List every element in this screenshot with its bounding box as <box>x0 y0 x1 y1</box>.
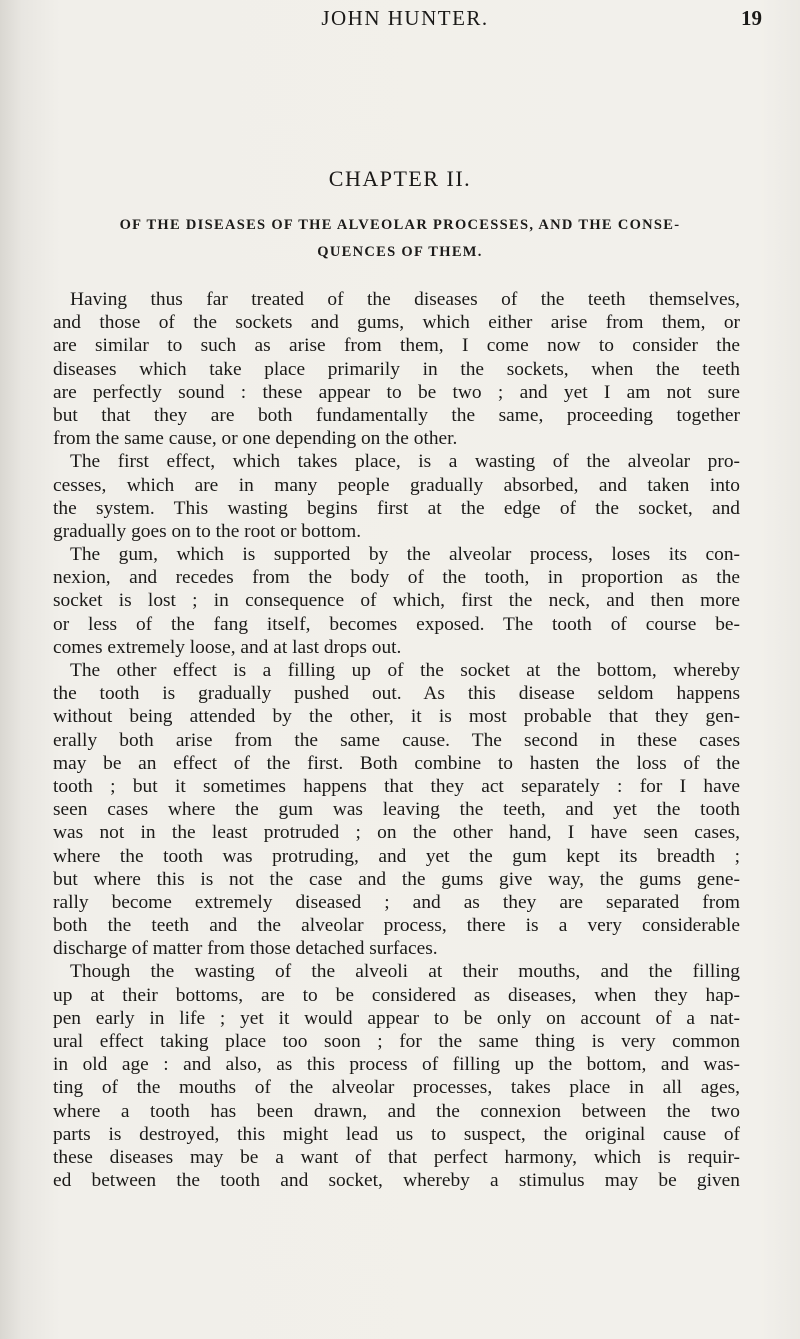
text-line: up at their bottoms, are to be considered as diseases, when they hap- <box>53 984 740 1006</box>
text-line: are perfectly sound : these appear to be two ; and yet I am not sure <box>53 381 740 403</box>
text-line: socket is lost ; in consequence of which, first the neck, and then more <box>53 590 740 612</box>
text-line: are similar to such as arise from them, I come now to consider the <box>53 335 740 357</box>
running-head-title: JOHN HUNTER. <box>321 6 489 30</box>
text-line: was not in the least protruded ; on the other hand, I have seen cases, <box>53 822 740 844</box>
text-line: where a tooth has been drawn, and the connexion between the two <box>53 1100 740 1122</box>
text-line: but that they are both fundamentally the same, proceeding together <box>53 404 740 426</box>
text-line: ting of the mouths of the alveolar processes, takes place in all ages, <box>53 1077 740 1099</box>
text-line: erally both arise from the same cause. The second in these cases <box>53 729 740 751</box>
text-line: without being attended by the other, it is most probable that they gen- <box>53 706 740 728</box>
text-line: gradually goes on to the root or bottom. <box>53 520 362 542</box>
text-line: the system. This wasting begins first at the edge of the socket, and <box>53 497 740 519</box>
chapter-subtitle-line-2: QUENCES OF THEM. <box>317 244 483 260</box>
text-line: discharge of matter from those detached surfaces. <box>53 938 438 960</box>
text-line: from the same cause, or one depending on the other. <box>53 428 458 450</box>
text-line: Having thus far treated of the diseases of the teeth themselves, <box>70 289 740 310</box>
text-line: tooth ; but it sometimes happens that they act separately : for I have <box>53 775 740 797</box>
text-line: The first effect, which takes place, is a wasting of the alveolar pro- <box>70 451 740 473</box>
chapter-heading: CHAPTER II. <box>328 166 472 191</box>
text-line: and those of the sockets and gums, which either arise from them, or <box>53 312 740 334</box>
text-line: pen early in life ; yet it would appear to be only on account of a nat- <box>53 1007 740 1029</box>
text-line: both the teeth and the alveolar process, there is a very considerable <box>53 915 740 937</box>
text-line: The other effect is a filling up of the socket at the bottom, whereby <box>70 660 740 681</box>
chapter-subtitle <box>50 212 750 266</box>
text-line: or less of the fang itself, becomes exposed. The tooth of course be- <box>53 613 740 635</box>
text-line: the tooth is gradually pushed out. As this disease seldom happens <box>53 683 740 705</box>
text-line: comes extremely loose, and at last drops out. <box>53 636 402 658</box>
text-line: these diseases may be a want of that perfect harmony, which is requir- <box>53 1146 740 1168</box>
text-line: nexion, and recedes from the body of the tooth, in proportion as the <box>53 567 740 589</box>
text-line: Though the wasting of the alveoli at their mouths, and the filling <box>70 961 740 983</box>
text-line: but where this is not the case and the gums give way, the gums gene- <box>53 868 740 890</box>
running-head <box>0 6 800 36</box>
text-line: may be an effect of the first. Both combine to hasten the loss of the <box>53 752 740 774</box>
text-line: The gum, which is supported by the alveolar process, loses its con- <box>70 544 740 566</box>
text-line: where the tooth was protruding, and yet the gum kept its breadth ; <box>53 845 740 867</box>
page-number: 19 <box>741 6 762 30</box>
text-line: parts is destroyed, this might lead us to suspect, the original cause of <box>53 1123 740 1145</box>
text-line: ural effect taking place too soon ; for the same thing is very common <box>53 1031 740 1052</box>
text-line: rally become extremely diseased ; and as they are separated from <box>53 891 740 913</box>
body-text <box>53 288 740 1192</box>
text-line: seen cases where the gum was leaving the teeth, and yet the tooth <box>53 799 740 821</box>
text-line: ed between the tooth and socket, whereby a stimulus may be given <box>53 1170 740 1192</box>
text-line: diseases which take place primarily in the sockets, when the teeth <box>53 358 740 380</box>
text-line: cesses, which are in many people gradually absorbed, and taken into <box>53 474 740 496</box>
chapter-subtitle-line-1: OF THE DISEASES OF THE ALVEOLAR PROCESSES, AND THE CONSE- <box>119 217 681 233</box>
text-line: in old age : and also, as this process of filling up the bottom, and was- <box>53 1054 740 1076</box>
